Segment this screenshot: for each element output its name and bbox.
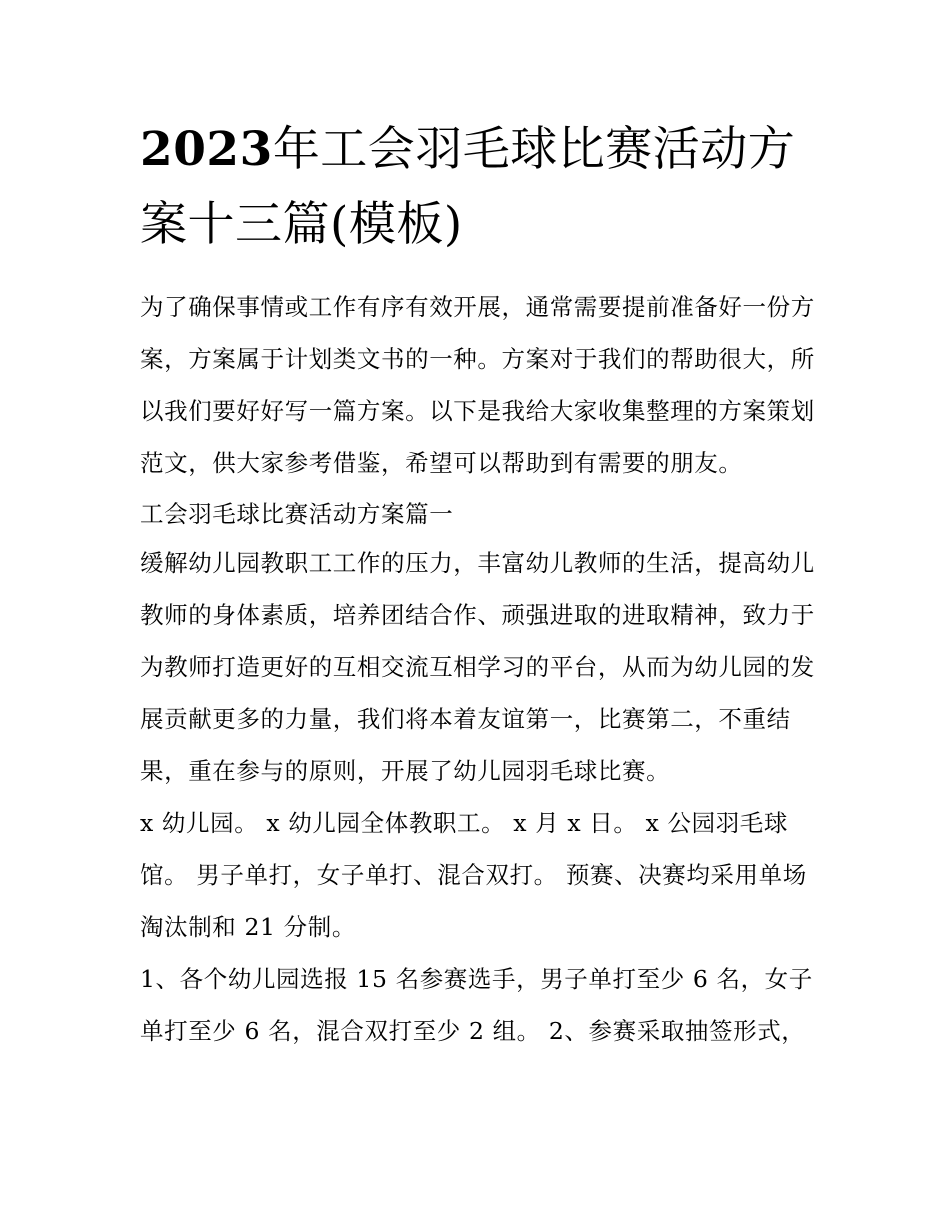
document-body bbox=[140, 281, 820, 1057]
section-heading: 工会羽毛球比赛活动方案篇一 bbox=[140, 500, 454, 528]
rules-paragraph: 1、各个幼儿园选报 15 名参赛选手，男子单打至少 6 名，女子单打至少 6 名，混合双打至少 2 组。 2、参赛采取抽签形式， bbox=[140, 965, 813, 1045]
title-text: 年工会羽毛球比赛活动方案十三篇(模板) bbox=[140, 122, 796, 252]
details-paragraph: x 幼儿园。 x 幼儿园全体教职工。 x 月 x 日。 x 公园羽毛球馆。 男子单打，女子单打、混合双打。 预赛、决赛均采用单场淘汰制和 21 分制。 bbox=[140, 809, 807, 941]
intro-paragraph: 为了确保事情或工作有序有效开展，通常需要提前准备好一份方案，方案属于计划类文书的一种。方案对于我们的帮助很大，所以我们要好好写一篇方案。以下是我给大家收集整理的方案策划范文，供大家参考借鉴，希望可以帮助到有需要的朋友。 bbox=[140, 293, 815, 477]
purpose-paragraph: 缓解幼儿园教职工工作的压力，丰富幼儿教师的生活，提高幼儿教师的身体素质，培养团结合作、顽强进取的进取精神，致力于为教师打造更好的互相交流互相学习的平台，从而为幼儿园的发展贡献更多的力量，我们将本着友谊第一，比赛第二，不重结果，重在参与的原则，开展了幼儿园羽毛球比赛。 bbox=[140, 549, 815, 785]
title-year: 2023 bbox=[140, 122, 273, 177]
document-title bbox=[140, 112, 820, 262]
